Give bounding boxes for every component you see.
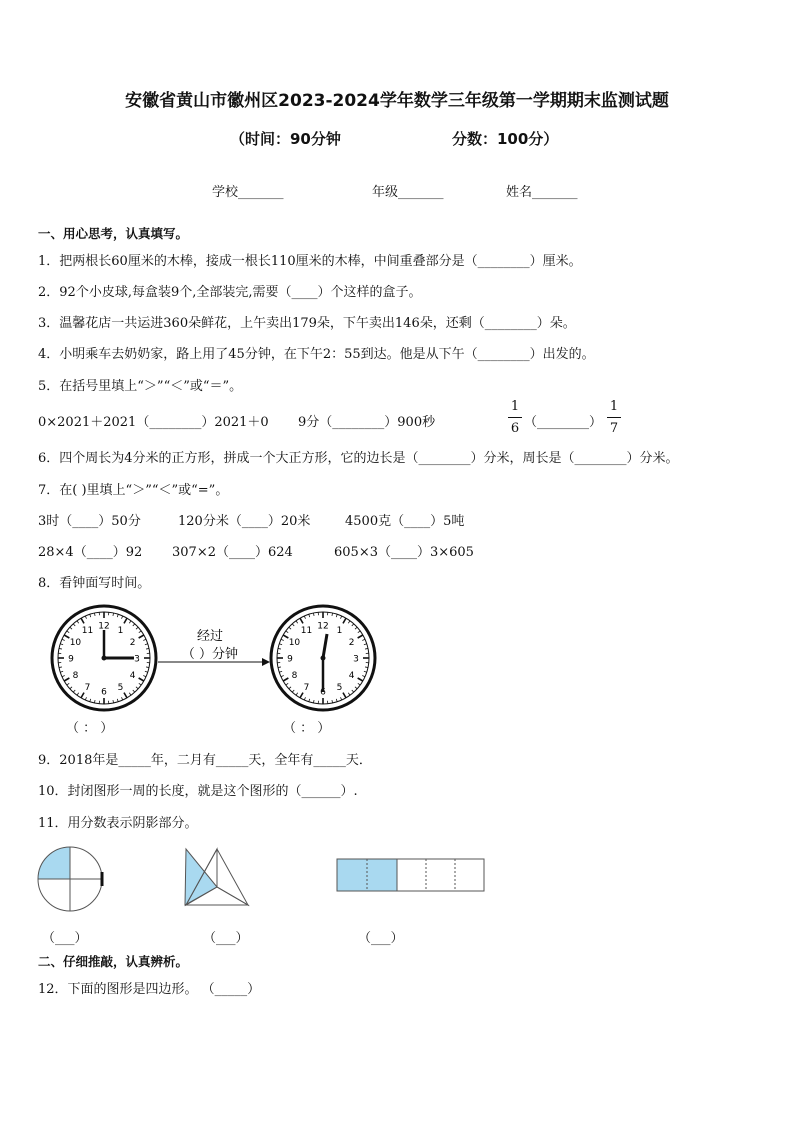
clock-center: [102, 656, 107, 661]
clock-tick: [145, 671, 148, 672]
shaded-figures: [36, 845, 496, 915]
question-1: 1．把两根长60厘米的木棒，接成一根长110厘米的木棒，中间重叠部分是（________）厘米。: [38, 254, 582, 269]
clock-left: [52, 606, 156, 710]
clock-tick: [67, 683, 69, 685]
section-2-heading: 二、仔细推敲，认真辨析。: [38, 954, 189, 969]
clock-tick: [340, 616, 341, 619]
clock-number: 10: [288, 638, 301, 648]
clock-tick: [94, 613, 95, 616]
clock-number: 5: [117, 683, 124, 694]
clock-tick: [348, 693, 350, 695]
question-7-r2c: 605×3（____）3×605: [334, 545, 474, 560]
name-field: 姓名_______: [506, 185, 578, 200]
clock-tick: [64, 635, 69, 638]
clock-tick: [300, 618, 303, 623]
clock-tick: [283, 678, 288, 681]
clock-tick: [73, 624, 75, 626]
clock-tick: [62, 675, 65, 676]
question-5-part-c-blank: （________）: [524, 415, 603, 430]
clock-tick: [336, 614, 337, 617]
clock-number: 11: [300, 625, 313, 636]
clock-tick: [362, 675, 365, 676]
clock-tick: [336, 699, 337, 702]
question-5-part-b: 9分（________）900秒: [298, 415, 436, 430]
clock-tick: [279, 671, 282, 672]
clock-tick: [279, 644, 282, 645]
clock-tick: [60, 644, 63, 645]
figure-1-answer: （___）: [42, 931, 88, 946]
clock-center: [321, 656, 326, 661]
question-6: 6．四个周长为4分米的正方形，拼成一个大正方形，它的边长是（________）分米，周长是（________）分米。: [38, 451, 679, 466]
clock-number: 6: [320, 687, 326, 698]
clock-tick: [113, 613, 114, 616]
clock-tick: [124, 618, 127, 623]
clock-tick: [283, 635, 288, 638]
clock-tick: [139, 635, 144, 638]
clock-tick: [364, 644, 367, 645]
clock-tick: [90, 699, 91, 702]
clock-tick: [358, 678, 363, 681]
clock-number: 8: [291, 671, 298, 681]
clock-tick: [355, 627, 357, 629]
clock-tick: [332, 700, 333, 703]
clock-tick: [136, 627, 138, 629]
question-7-r2a: 28×4（____）92: [38, 545, 143, 560]
clock-tick: [124, 693, 127, 698]
question-7-r1b: 120分米（____）20米: [178, 514, 311, 529]
clock-tick: [59, 667, 62, 668]
question-9: 9．2018年是_____年，二月有_____天，全年有_____天．: [38, 753, 372, 768]
clock-tick: [313, 700, 314, 703]
clock-tick: [136, 687, 138, 689]
clock-number: 10: [69, 638, 82, 648]
clock-number: 4: [348, 671, 355, 681]
clock-tick: [59, 648, 62, 649]
clock-number: 11: [81, 625, 94, 636]
clock-tick: [64, 678, 69, 681]
section-1-heading: 一、用心思考，认真填写。: [38, 226, 189, 241]
clock-tick: [292, 690, 294, 692]
clock-tick: [81, 693, 84, 698]
clock-tick: [332, 613, 333, 616]
clock-tick: [343, 618, 346, 623]
clock-number: 5: [336, 683, 343, 694]
clock-tick: [85, 616, 86, 619]
question-4: 4．小明乘车去奶奶家，路上用了45分钟，在下午2：55到达。他是从下午（________）出发的。: [38, 347, 595, 362]
clock-tick: [309, 699, 310, 702]
question-12: 12．下面的图形是四边形。 （_____）: [38, 982, 261, 997]
clock-number: 3: [134, 654, 140, 665]
question-3: 3．温馨花店一共运进360朵鲜花，上午卖出179朵，下午卖出146朵，还剩（________）朵。: [38, 316, 576, 331]
fraction-numerator: 1: [609, 399, 619, 414]
clock-tick: [60, 671, 63, 672]
clock-tick: [365, 648, 368, 649]
clock-number: 6: [101, 687, 107, 698]
clock-tick: [117, 699, 118, 702]
clock-number: 12: [317, 621, 329, 632]
clock-number: 8: [72, 671, 79, 681]
exam-time: （时间：90分钟: [230, 130, 341, 148]
clock-tick: [289, 687, 291, 689]
clock-tick: [117, 614, 118, 617]
clock-tick: [77, 621, 79, 623]
question-7-r1c: 4500克（____）5吨: [345, 514, 465, 529]
clock-left-answer: （ ： ）: [66, 721, 114, 736]
question-10: 10．封闭图形一周的长度，就是这个图形的（______）.: [38, 784, 358, 799]
clock-tick: [340, 697, 341, 700]
clock-tick: [286, 683, 288, 685]
clocks-figure: [40, 600, 400, 715]
clock-number: 2: [129, 638, 136, 648]
question-7-r2b: 307×2（____）624: [172, 545, 293, 560]
clock-tick: [365, 667, 368, 668]
hour-hand: [323, 634, 327, 658]
clock-tick: [296, 693, 298, 695]
clock-number: 3: [353, 654, 359, 665]
question-7-r1a: 3时（____）50分: [38, 514, 141, 529]
clock-tick: [358, 635, 363, 638]
figure-2-answer: （___）: [203, 931, 249, 946]
clock-tick: [362, 639, 365, 640]
clock-tick: [143, 675, 146, 676]
clock-tick: [133, 624, 135, 626]
clock-tick: [81, 618, 84, 623]
clock-tick: [73, 690, 75, 692]
clock-tick: [143, 639, 146, 640]
clock-number: 1: [117, 625, 124, 636]
clock-right-answer: （ ： ）: [283, 721, 331, 736]
clock-tick: [313, 613, 314, 616]
page-title: 安徽省黄山市徽州区2023-2024学年数学三年级第一学期期末监测试题: [125, 91, 669, 111]
clock-tick: [67, 631, 69, 633]
clock-tick: [77, 693, 79, 695]
clock-tick: [70, 627, 72, 629]
clock-tick: [352, 624, 354, 626]
clock-number: 7: [84, 683, 91, 694]
clock-tick: [292, 624, 294, 626]
clock-tick: [358, 631, 360, 633]
clock-tick: [358, 683, 360, 685]
fraction-one-seventh: [607, 399, 621, 436]
clock-tick: [300, 693, 303, 698]
clock-tick: [145, 644, 148, 645]
clock-tick: [343, 693, 346, 698]
clock-number: 9: [68, 654, 74, 665]
clock-number: 1: [336, 625, 343, 636]
clock-tick: [85, 697, 86, 700]
question-11: 11．用分数表示阴影部分。: [38, 816, 198, 831]
clock-tick: [94, 700, 95, 703]
clock-tick: [146, 667, 149, 668]
triangle-figure: [185, 849, 248, 905]
clock-number: 2: [348, 638, 355, 648]
circle-figure: [38, 847, 102, 911]
clock-right: [271, 606, 375, 710]
clock-tick: [133, 690, 135, 692]
clock-tick: [304, 697, 305, 700]
fraction-bar: [607, 417, 621, 418]
grade-field: 年级_______: [372, 185, 444, 200]
clock-tick: [62, 639, 65, 640]
clock-tick: [296, 621, 298, 623]
clock-tick: [352, 690, 354, 692]
clock-tick: [278, 648, 281, 649]
clock-tick: [348, 621, 350, 623]
clock-tick: [129, 693, 131, 695]
question-5-part-a: 0×2021＋2021（________）2021＋0: [38, 415, 269, 430]
clock-tick: [278, 667, 281, 668]
rectangle-figure: [337, 859, 484, 891]
question-8: 8．看钟面写时间。: [38, 576, 151, 591]
arrow-head: [262, 658, 270, 666]
question-7: 7．在( )里填上“＞”“＜”或“=”。: [38, 483, 229, 498]
clock-number: 12: [98, 621, 110, 632]
clock-tick: [70, 687, 72, 689]
clock-tick: [355, 687, 357, 689]
fraction-one-sixth: [508, 399, 522, 436]
clock-tick: [286, 631, 288, 633]
clock-tick: [139, 683, 141, 685]
question-5: 5．在括号里填上“＞”“＜”或“＝”。: [38, 379, 243, 394]
clock-tick: [281, 639, 284, 640]
clock-tick: [289, 627, 291, 629]
clock-tick: [90, 614, 91, 617]
clock-tick: [121, 697, 122, 700]
fraction-denominator: 7: [609, 421, 619, 436]
fraction-bar: [508, 417, 522, 418]
clock-tick: [309, 614, 310, 617]
clock-tick: [281, 675, 284, 676]
question-2: 2．92个小皮球,每盒装9个,全部装完,需要（____）个这样的盒子。: [38, 285, 422, 300]
clock-number: 4: [129, 671, 136, 681]
clock-tick: [364, 671, 367, 672]
figure-3-answer: （___）: [358, 931, 404, 946]
fraction-denominator: 6: [510, 421, 520, 436]
pass-label: 经过: [196, 629, 224, 644]
school-field: 学校_______: [212, 185, 284, 200]
minutes-label: （ ）分钟: [181, 647, 239, 662]
exam-score: 分数：100分）: [452, 130, 559, 148]
clock-number: 7: [303, 683, 310, 694]
clock-tick: [146, 648, 149, 649]
fraction-numerator: 1: [510, 399, 520, 414]
clock-tick: [139, 678, 144, 681]
clock-tick: [121, 616, 122, 619]
clock-tick: [129, 621, 131, 623]
clock-tick: [139, 631, 141, 633]
clock-tick: [304, 616, 305, 619]
clock-number: 9: [287, 654, 293, 665]
clock-tick: [113, 700, 114, 703]
